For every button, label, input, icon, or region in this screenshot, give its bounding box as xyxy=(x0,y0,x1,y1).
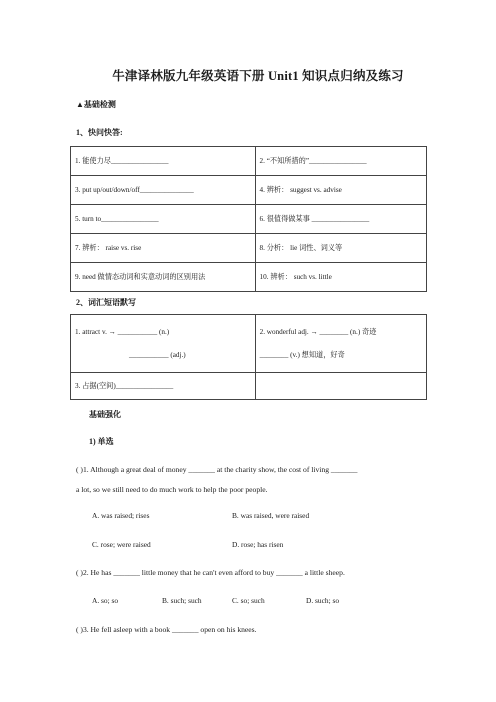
section-basic-check: ▲基础检测 xyxy=(76,100,116,109)
qa-cell: 6. 很值得做某事 ________________ xyxy=(255,205,426,234)
vocab-cell xyxy=(255,315,426,373)
q1-option-c: C. rose; were raised xyxy=(92,540,151,549)
vocab-cell: 3. 占据(空间)________________ xyxy=(71,373,256,400)
qa-cell: 7. 辨析： raise vs. rise xyxy=(71,234,256,263)
qa-cell: 10. 辨析： such vs. little xyxy=(255,263,426,292)
quick-qa-table xyxy=(70,146,427,292)
section-quick-qa: 1、快问快答: xyxy=(76,128,123,137)
vocab-line: ___________ (adj.) xyxy=(129,350,186,359)
qa-cell: 5. turn to________________ xyxy=(71,205,256,234)
question-1-line-2: a lot, so we still need to do much work to help the poor people. xyxy=(76,485,268,494)
q2-option-b: B. such; such xyxy=(162,596,202,605)
question-3: ( )3. He fell asleep with a book _______ open on his knees. xyxy=(76,625,257,634)
section-vocab-dictation: 2、词汇短语默写 xyxy=(76,298,136,307)
document-title: 牛津译林版九年级英语下册 Unit1 知识点归纳及练习 xyxy=(112,69,404,83)
vocab-line: 2. wonderful adj. → ________ (n.) 奇迹 xyxy=(259,327,377,336)
q2-option-d: D. such; so xyxy=(306,596,340,605)
qa-cell: 3. put up/out/down/off_______________ xyxy=(71,176,256,205)
q2-option-a: A. so; so xyxy=(92,596,119,605)
vocab-table xyxy=(70,314,427,400)
section-multiple-choice: 1) 单选 xyxy=(89,437,114,446)
qa-cell: 9. need 做情态动词和实意动词的区别用法 xyxy=(71,263,256,292)
vocab-cell xyxy=(255,373,426,400)
qa-cell: 4. 辨析： suggest vs. advise xyxy=(255,176,426,205)
q2-option-c: C. so; such xyxy=(232,596,265,605)
vocab-line: ________ (v.) 想知道，好奇 xyxy=(259,350,345,359)
qa-cell: 2. “不知所措的”________________ xyxy=(255,147,426,176)
vocab-cell xyxy=(71,315,256,373)
q1-option-a: A. was raised; rises xyxy=(92,511,150,520)
q1-option-b: B. was raised, were raised xyxy=(232,511,310,520)
qa-cell: 1. 能使力尽________________ xyxy=(71,147,256,176)
qa-cell: 8. 分析： lie 词性、词义等 xyxy=(255,234,426,263)
vocab-line: 1. attract v. → ___________ (n.) xyxy=(75,327,170,336)
section-reinforcement: 基础强化 xyxy=(89,410,121,419)
q1-option-d: D. rose; has risen xyxy=(232,540,284,549)
question-2: ( )2. He has _______ little money that he can't even afford to buy _______ a little sheep. xyxy=(76,568,345,577)
question-1-line-1: ( )1. Although a great deal of money _______ at the charity show, the cost of living _______ xyxy=(76,465,358,474)
